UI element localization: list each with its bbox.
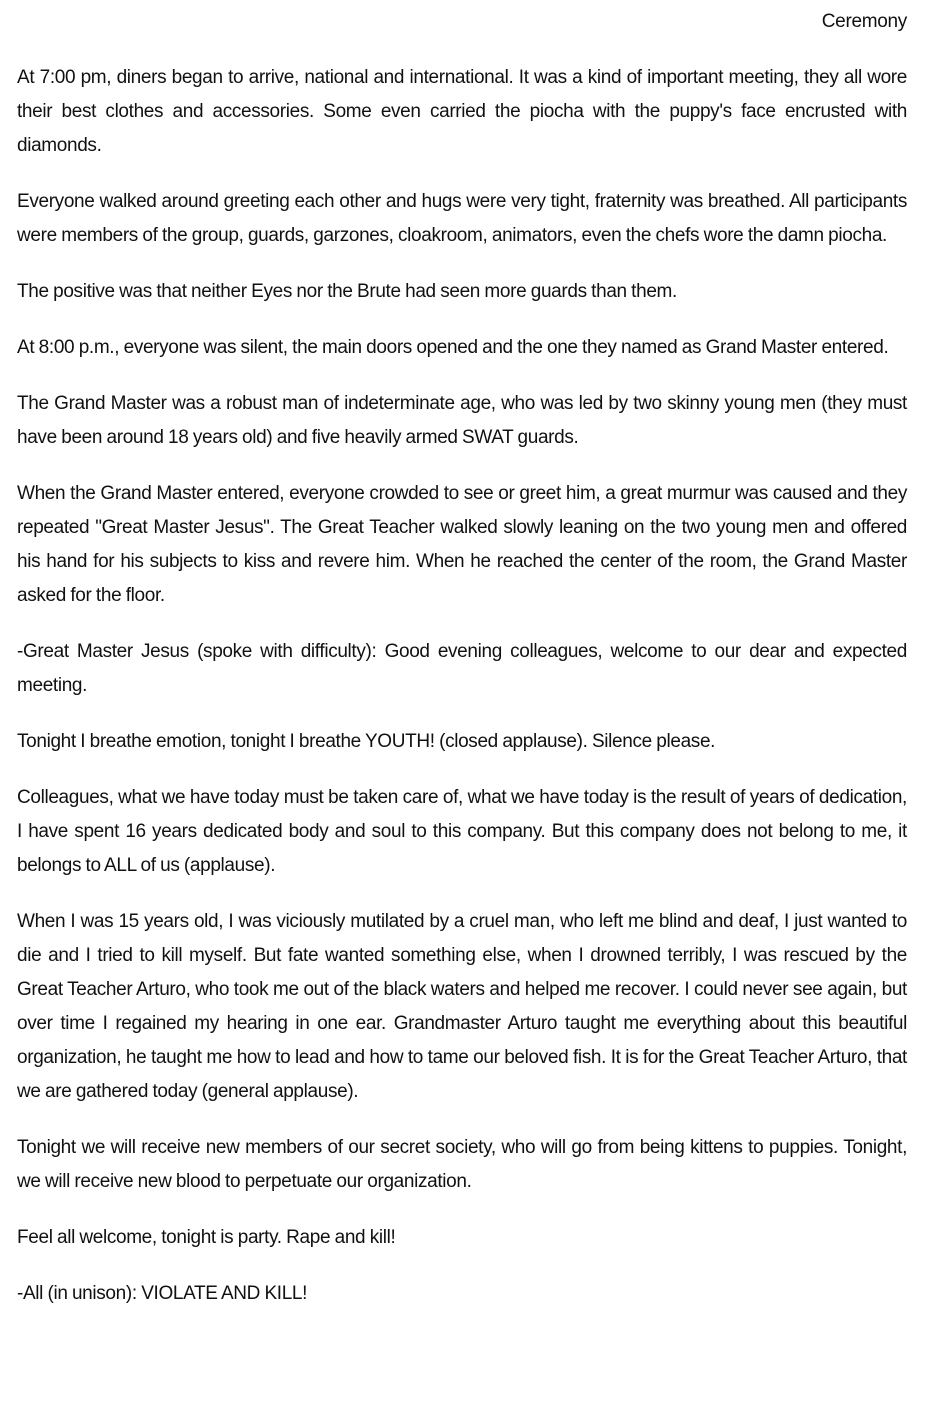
paragraph-grand-master-description: The Grand Master was a robust man of indeterminate age, who was led by two skinny young men (they must have been around 18 years old) and five heavily armed SWAT guards. <box>17 393 907 448</box>
paragraph-unison-response: -All (in unison): VIOLATE AND KILL! <box>17 1283 308 1304</box>
page-header-title: Ceremony <box>821 11 907 32</box>
paragraph-speech-youth: Tonight I breathe emotion, tonight I breathe YOUTH! (closed applause). Silence please. <box>17 731 716 752</box>
document-page <box>17 8 907 1333</box>
paragraph-speech-closing: Feel all welcome, tonight is party. Rape and kill! <box>17 1227 396 1248</box>
paragraph-diners-arrive: At 7:00 pm, diners began to arrive, national and international. It was a kind of important meeting, they all wore their best clothes and accessories. Some even carried the piocha with the puppy's face encrusted with diamonds. <box>17 67 907 156</box>
paragraph-speech-backstory: When I was 15 years old, I was viciously mutilated by a cruel man, who left me blind and deaf, I just wanted to die and I tried to kill myself. But fate wanted something else, when I drowned terribly, I was rescued by the Great Teacher Arturo, who took me out of the black waters and helped me recover. I could never see again, but over time I regained my hearing in one ear. Grandmaster Arturo taught me everything about this beautiful organization, he taught me how to lead and how to tame our beloved fish. It is for the Great Teacher Arturo, that we are gathered today (general applause). <box>17 911 907 1102</box>
paragraph-speech-colleagues: Colleagues, what we have today must be taken care of, what we have today is the result of years of dedication, I have spent 16 years dedicated body and soul to this company. But this company does not belong to me, it belongs to ALL of us (applause). <box>17 787 907 876</box>
paragraph-speech-opening: -Great Master Jesus (spoke with difficulty): Good evening colleagues, welcome to our dear and expected meeting. <box>17 641 907 696</box>
paragraph-crowd-murmur: When the Grand Master entered, everyone crowded to see or greet him, a great murmur was caused and they repeated "Great Master Jesus". The Great Teacher walked slowly leaning on the two young men and offered his hand for his subjects to kiss and revere him. When he reached the center of the room, the Grand Master asked for the floor. <box>17 483 907 606</box>
paragraph-guards: The positive was that neither Eyes nor the Brute had seen more guards than them. <box>17 281 677 302</box>
paragraph-greetings: Everyone walked around greeting each other and hugs were very tight, fraternity was breathed. All participants were members of the group, guards, garzones, cloakroom, animators, even the chefs wore the damn piocha. <box>17 191 907 246</box>
paragraph-speech-new-members: Tonight we will receive new members of our secret society, who will go from being kittens to puppies. Tonight, we will receive new blood to perpetuate our organization. <box>17 1137 907 1192</box>
paragraph-grand-master-enters: At 8:00 p.m., everyone was silent, the main doors opened and the one they named as Grand Master entered. <box>17 337 889 358</box>
